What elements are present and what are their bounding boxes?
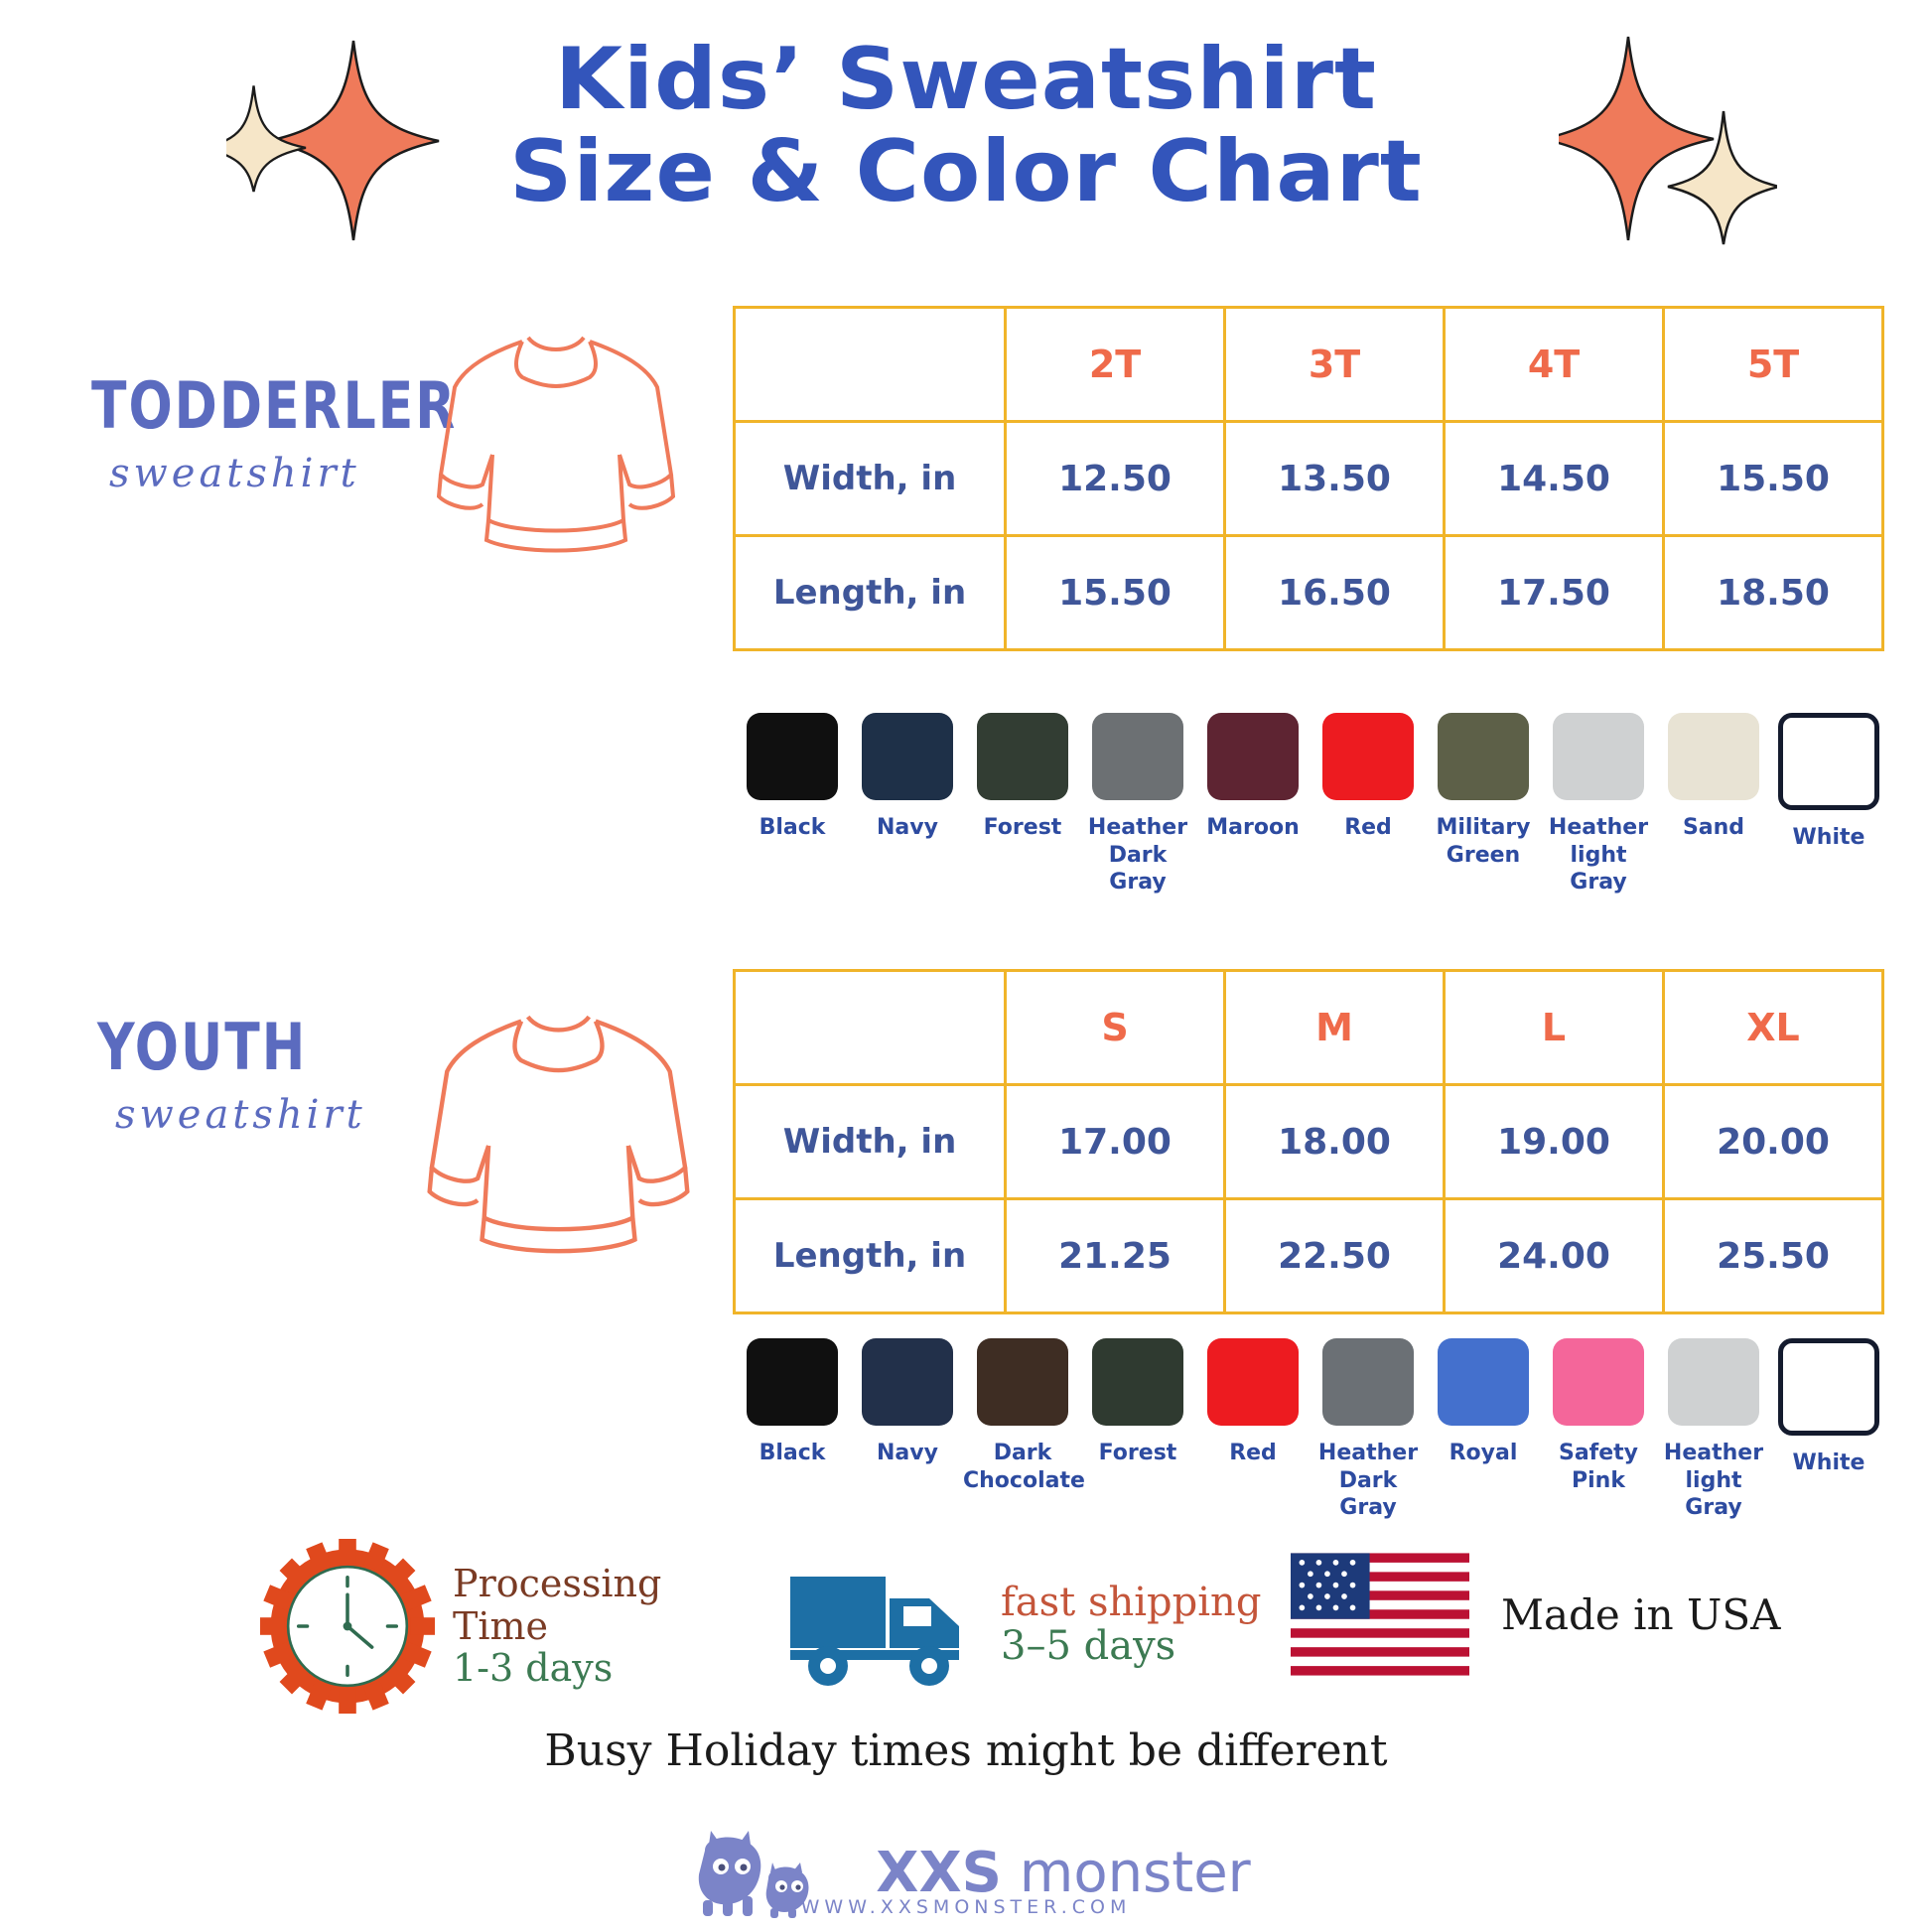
color-swatch[interactable] xyxy=(1080,1338,1195,1467)
section-title-toddler: TODDERLER xyxy=(91,369,458,444)
color-swatch-label: Sand xyxy=(1682,815,1745,840)
color-swatch-label: Maroon xyxy=(1206,815,1300,840)
size-header-3t: 3T xyxy=(1225,308,1445,422)
color-swatch-box xyxy=(1553,713,1644,800)
made-in-usa-badge xyxy=(1291,1553,1780,1676)
size-header-5t: 5T xyxy=(1664,308,1883,422)
color-swatch-box xyxy=(1092,1338,1183,1426)
color-swatch-label: Navy xyxy=(877,815,938,840)
color-swatch[interactable] xyxy=(850,1338,965,1467)
fast-shipping-badge xyxy=(784,1555,1261,1694)
color-swatch[interactable] xyxy=(1311,713,1426,842)
color-swatch[interactable] xyxy=(735,713,850,842)
cell-length-xl: 25.50 xyxy=(1664,1199,1883,1313)
cell-width-5t: 15.50 xyxy=(1664,422,1883,536)
row-label-length: Length, in xyxy=(735,1199,1006,1313)
color-swatch[interactable] xyxy=(963,1338,1085,1494)
size-header-xl: XL xyxy=(1664,971,1883,1085)
color-swatch[interactable] xyxy=(850,713,965,842)
table-row xyxy=(735,422,1883,536)
color-swatch-box xyxy=(862,713,953,800)
color-swatch-box xyxy=(1438,1338,1529,1426)
brand-url: WWW.XXSMONSTER.COM xyxy=(800,1896,1132,1918)
brand-name: XXS monster xyxy=(876,1840,1251,1905)
processing-time-badge xyxy=(260,1539,661,1714)
color-swatch-label: Military Green xyxy=(1436,815,1531,868)
size-header-2t: 2T xyxy=(1006,308,1225,422)
cell-length-5t: 18.50 xyxy=(1664,536,1883,650)
processing-label-1: Processing xyxy=(453,1562,662,1606)
color-swatch-box xyxy=(1778,713,1879,810)
table-row xyxy=(735,308,1883,422)
color-swatch-box xyxy=(1207,1338,1299,1426)
title-line-1: Kids’ Sweatshirt xyxy=(554,30,1377,129)
color-swatch-box xyxy=(1668,713,1759,800)
color-swatch-label: Heather Dark Gray xyxy=(1317,1441,1419,1520)
cell-length-s: 21.25 xyxy=(1006,1199,1225,1313)
color-swatch-label: Heather light Gray xyxy=(1663,1441,1764,1520)
color-swatch-box xyxy=(1553,1338,1644,1426)
cell-width-4t: 14.50 xyxy=(1445,422,1664,536)
cell-width-2t: 12.50 xyxy=(1006,422,1225,536)
color-swatch[interactable] xyxy=(1311,1338,1426,1522)
title-line-2: Size & Color Chart xyxy=(509,121,1423,221)
color-swatch-label: Safety Pink xyxy=(1558,1441,1639,1493)
cell-width-m: 18.00 xyxy=(1225,1085,1445,1199)
cell-width-xl: 20.00 xyxy=(1664,1085,1883,1199)
shipping-label: fast shipping xyxy=(1001,1580,1262,1625)
page-title xyxy=(0,30,1932,221)
color-swatch-box xyxy=(1668,1338,1759,1426)
cell-width-s: 17.00 xyxy=(1006,1085,1225,1199)
table-row xyxy=(735,1085,1883,1199)
color-swatch[interactable] xyxy=(1541,1338,1656,1494)
size-header-m: M xyxy=(1225,971,1445,1085)
row-label-width: Width, in xyxy=(735,1085,1006,1199)
cell-length-3t: 16.50 xyxy=(1225,536,1445,650)
color-swatch-label: Forest xyxy=(983,815,1062,840)
toddler-color-swatches xyxy=(735,713,1886,897)
section-label-youth xyxy=(97,1011,366,1138)
color-swatch-box xyxy=(977,1338,1068,1426)
cell-width-3t: 13.50 xyxy=(1225,422,1445,536)
section-title-youth: YOUTH xyxy=(97,1011,308,1085)
color-swatch[interactable] xyxy=(1771,713,1886,852)
color-swatch-box xyxy=(1322,713,1414,800)
table-row xyxy=(735,971,1883,1085)
color-swatch[interactable] xyxy=(1656,1338,1771,1522)
color-swatch[interactable] xyxy=(1426,1338,1541,1467)
truck-icon xyxy=(784,1555,983,1694)
color-swatch[interactable] xyxy=(1771,1338,1886,1477)
color-swatch[interactable] xyxy=(965,713,1080,842)
color-swatch-box xyxy=(1322,1338,1414,1426)
color-swatch-box xyxy=(1438,713,1529,800)
clock-gear-icon xyxy=(260,1539,435,1714)
table-row xyxy=(735,536,1883,650)
color-swatch-label: Black xyxy=(759,1441,826,1465)
processing-days: 1-3 days xyxy=(453,1646,614,1691)
shipping-days: 3–5 days xyxy=(1001,1623,1176,1669)
color-swatch-label: White xyxy=(1792,825,1865,850)
size-header-s: S xyxy=(1006,971,1225,1085)
youth-color-swatches xyxy=(735,1338,1886,1522)
cell-length-2t: 15.50 xyxy=(1006,536,1225,650)
size-header-l: L xyxy=(1445,971,1664,1085)
row-label-width: Width, in xyxy=(735,422,1006,536)
color-swatch-label: Black xyxy=(759,815,826,840)
toddler-size-table xyxy=(733,306,1884,651)
color-swatch-box xyxy=(1207,713,1299,800)
color-swatch[interactable] xyxy=(1426,713,1541,869)
color-swatch-box xyxy=(977,713,1068,800)
color-swatch-label: Red xyxy=(1344,815,1392,840)
color-swatch-box xyxy=(1778,1338,1879,1436)
color-swatch-label: Forest xyxy=(1098,1441,1177,1465)
section-subtitle-toddler: sweatshirt xyxy=(109,451,360,496)
sweatshirt-icon xyxy=(437,316,675,564)
table-corner-cell xyxy=(735,971,1006,1085)
sweatshirt-icon xyxy=(427,993,690,1266)
section-subtitle-youth: sweatshirt xyxy=(115,1092,366,1138)
color-swatch[interactable] xyxy=(1080,713,1195,897)
holiday-note: Busy Holiday times might be different xyxy=(544,1725,1388,1776)
color-swatch[interactable] xyxy=(1195,1338,1311,1467)
cell-length-m: 22.50 xyxy=(1225,1199,1445,1313)
usa-flag-icon xyxy=(1291,1553,1469,1676)
cell-length-4t: 17.50 xyxy=(1445,536,1664,650)
processing-label-2: Time xyxy=(453,1603,549,1648)
color-swatch-label: Heather light Gray xyxy=(1548,815,1649,895)
youth-size-table xyxy=(733,969,1884,1314)
color-swatch-label: Red xyxy=(1229,1441,1277,1465)
color-swatch-box xyxy=(747,1338,838,1426)
color-swatch-label: Dark Chocolate xyxy=(963,1441,1085,1493)
color-swatch-label: Royal xyxy=(1449,1441,1518,1465)
table-corner-cell xyxy=(735,308,1006,422)
color-swatch[interactable] xyxy=(1195,713,1311,842)
footer-badges xyxy=(0,1529,1932,1708)
made-in-usa-label: Made in USA xyxy=(1501,1589,1781,1639)
color-swatch-label: Heather Dark Gray xyxy=(1087,815,1188,895)
color-swatch[interactable] xyxy=(1541,713,1656,897)
cell-length-l: 24.00 xyxy=(1445,1199,1664,1313)
color-swatch[interactable] xyxy=(1656,713,1771,842)
table-row xyxy=(735,1199,1883,1313)
color-swatch-box xyxy=(747,713,838,800)
section-label-toddler xyxy=(91,369,457,496)
color-swatch[interactable] xyxy=(735,1338,850,1467)
cell-width-l: 19.00 xyxy=(1445,1085,1664,1199)
size-header-4t: 4T xyxy=(1445,308,1664,422)
row-label-length: Length, in xyxy=(735,536,1006,650)
color-swatch-label: Navy xyxy=(877,1441,938,1465)
color-swatch-box xyxy=(1092,713,1183,800)
color-swatch-label: White xyxy=(1792,1450,1865,1475)
color-swatch-box xyxy=(862,1338,953,1426)
